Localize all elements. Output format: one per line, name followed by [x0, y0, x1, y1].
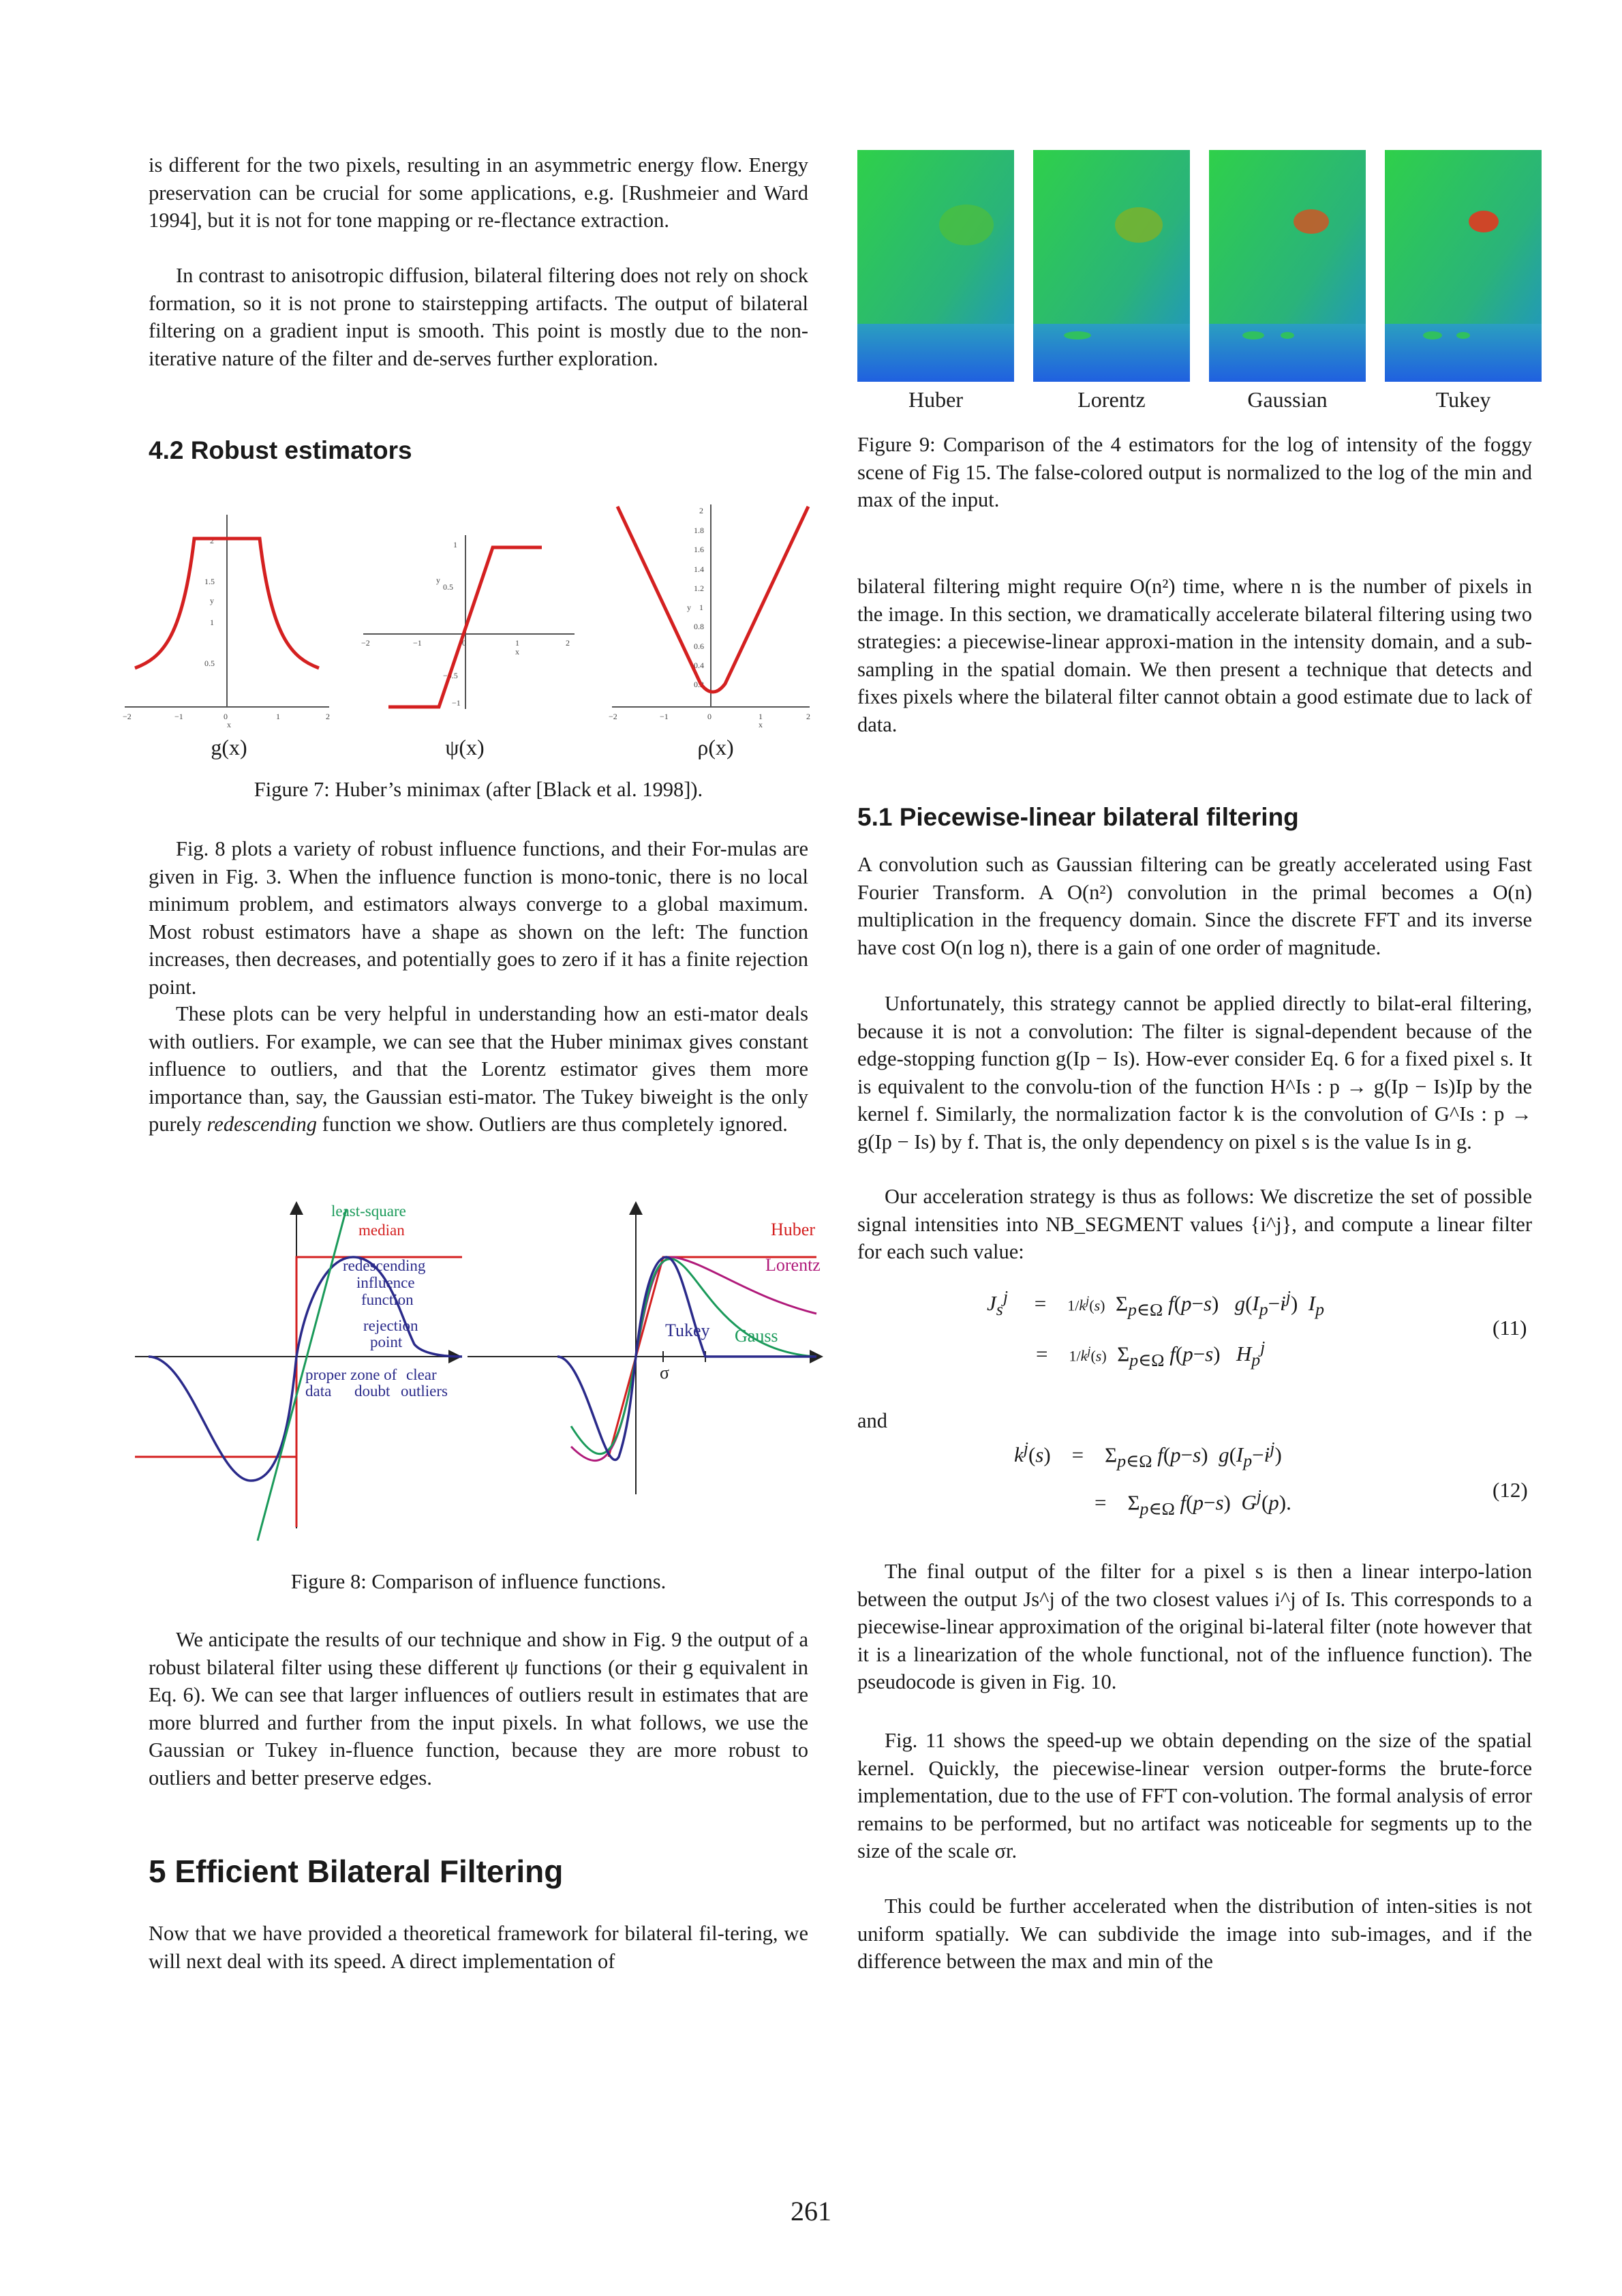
- figure-7-label-psi: ψ(x): [445, 735, 485, 759]
- paragraph-fig11: Fig. 11 shows the speed-up we obtain depending on the size of the spatial kernel. Quickly, the piecewise-linear version outper-forms the brute-force implementation, due to the use of FFT con-volution. The formal analysis of error remains to be performed, but no artifact was noticeable for segments up to the size of the scale σr.: [857, 1729, 1532, 1862]
- paragraph-convolution: A convolution such as Gaussian filtering can be greatly accelerated using Fast Fourier Transform. A O(n²) convolution in the primal becomes a O(n) multiplication in the frequency domain. Since the discrete FFT and its inverse have cost O(n log n), there is a gain of one order of magnitude.: [857, 853, 1532, 959]
- svg-text:−2: −2: [609, 712, 617, 721]
- svg-text:y: y: [210, 596, 214, 605]
- svg-text:1: 1: [210, 618, 214, 627]
- figure-8-plots: [135, 1194, 823, 1549]
- equation-12-line-1: $k^j(s)$ = $\Sigma_{p\in\Omega}$ f(p−s) $g(I_p-i^j)$: [1014, 1438, 1282, 1471]
- svg-text:1: 1: [515, 638, 519, 648]
- svg-text:1: 1: [276, 712, 280, 721]
- fig8-label-proper: proper: [305, 1366, 347, 1383]
- svg-text:0: 0: [224, 712, 228, 721]
- svg-text:−2: −2: [123, 712, 132, 721]
- svg-text:2: 2: [326, 712, 330, 721]
- figure-9-caption: Figure 9: Comparison of the 4 estimators for the log of intensity of the foggy scene of Fig 15. The false-colored output is normalized to the log of the min and max of the input.: [857, 433, 1532, 511]
- fig8-label-clear: clear: [406, 1366, 437, 1383]
- fig8-label-point: point: [370, 1333, 403, 1350]
- figure-9-label-lorentz: Lorentz: [1077, 387, 1146, 412]
- fig8-label-data: data: [305, 1383, 332, 1400]
- figure-9-image-huber: [857, 150, 1014, 382]
- svg-text:1.2: 1.2: [694, 584, 704, 593]
- svg-text:0.2: 0.2: [694, 680, 704, 689]
- svg-text:−0.5: −0.5: [443, 671, 458, 680]
- svg-text:0: 0: [462, 638, 466, 648]
- figure-7-label-g: g(x): [211, 735, 247, 759]
- paragraph-anticipate: We anticipate the results of our technique and show in Fig. 9 the output of a robust bilateral filter using these different ψ functions (or their g equivalent in Eq. 6). We can see that larger influences of outliers result in estimates that are more blurred and further from the input pixels. In what follows, we use the Gaussian or Tukey in-fluence function, because they are more robust to outliers and better preserve edges.: [149, 1628, 808, 1789]
- figure-9-image-lorentz: [1033, 150, 1190, 382]
- svg-text:y: y: [687, 603, 691, 612]
- fig8-label-tukey: Tukey: [665, 1320, 710, 1340]
- svg-text:−1: −1: [660, 712, 669, 721]
- figure-7-plots: [121, 501, 816, 733]
- svg-text:−2: −2: [361, 638, 370, 648]
- svg-text:x: x: [227, 720, 231, 729]
- paragraph-further: This could be further accelerated when the distribution of inten-sities is not uniform spatially. We can subdivide the image into sub-images, and if the difference between the max and min of the: [857, 1894, 1532, 1973]
- fig8-label-least-square: least-square: [331, 1203, 406, 1220]
- fig8-label-redescending: redescending: [343, 1257, 426, 1274]
- section-heading-5-1: 5.1 Piecewise-linear bilateral filtering: [857, 803, 1299, 831]
- figure-9-label-tukey: Tukey: [1435, 387, 1491, 412]
- fig8-label-huber: Huber: [771, 1220, 815, 1239]
- fig8-label-outliers: outliers: [401, 1383, 448, 1400]
- svg-text:1.8: 1.8: [694, 526, 704, 535]
- equation-11-line-2: = $1/k^j(s)$ $\Sigma_{p\in\Omega}$ f(p−s) $H_p^j$: [1036, 1338, 1266, 1370]
- figure-9-label-gaussian: Gaussian: [1247, 387, 1328, 412]
- figure-7-label-rho: ρ(x): [697, 735, 734, 759]
- section-heading-5: 5 Efficient Bilateral Filtering: [149, 1854, 564, 1889]
- svg-text:0.4: 0.4: [694, 661, 704, 670]
- svg-text:−1: −1: [174, 712, 183, 721]
- svg-text:1.5: 1.5: [204, 577, 215, 586]
- paragraph-plots: These plots can be very helpful in understanding how an esti-mator deals with outliers. For example, we can see that the Huber minimax gives constant influence to outliers, and that the Lorentz estimator gives them more importance than, say, the Gaussian esti-mator. The Tukey biweight is the only purely redescending function we show. Outliers are thus completely ignored.: [149, 1002, 808, 1136]
- svg-text:2: 2: [566, 638, 570, 648]
- svg-text:2: 2: [806, 712, 810, 721]
- svg-text:1: 1: [699, 603, 703, 612]
- paragraph-intro: is different for the two pixels, resulting in an asymmetric energy flow. Energy preservation can be crucial for some applications, e.g. [Rushmeier and Ward 1994], but it is not for tone mapping or re-flectance extraction.: [149, 153, 808, 232]
- figure-8-caption: Figure 8: Comparison of influence functions.: [290, 1570, 667, 1593]
- paragraph-contrast: In contrast to anisotropic diffusion, bilateral filtering does not rely on shock formation, so it is not prone to stairstepping artifacts. The output of bilateral filtering on a gradient input is smooth. This point is mostly due to the non-iterative nature of the filter and de-serves further exploration.: [149, 264, 808, 370]
- fig8-label-influence: influence: [356, 1274, 415, 1291]
- svg-text:1: 1: [453, 540, 457, 549]
- fig8-label-rejection: rejection: [363, 1317, 418, 1334]
- paragraph-acceleration: Our acceleration strategy is thus as follows: We discretize the set of possible signal intensities into NB_SEGMENT values {i^j}, and compute a linear filter for each such value:: [857, 1185, 1532, 1263]
- svg-text:y: y: [436, 575, 440, 585]
- fig8-label-median: median: [358, 1222, 405, 1239]
- svg-text:x: x: [515, 647, 519, 656]
- svg-text:x: x: [759, 720, 763, 729]
- svg-text:0: 0: [707, 712, 711, 721]
- figure-9-image-gaussian: [1209, 150, 1366, 382]
- svg-text:1.4: 1.4: [694, 564, 704, 574]
- svg-text:−1: −1: [413, 638, 422, 648]
- figure-9-image-tukey: [1385, 150, 1542, 382]
- svg-text:−1: −1: [452, 698, 461, 708]
- text-and: and: [857, 1409, 888, 1432]
- page-number: 261: [791, 2196, 831, 2226]
- equation-12-number: (12): [1493, 1478, 1528, 1502]
- fig8-label-function: function: [361, 1291, 414, 1308]
- paragraph-unfortunately: Unfortunately, this strategy cannot be applied directly to bilat-eral filtering, because it is not a convolution: The filter is signal-dependent because of the edge-stopping function g(Ip − Is). How-ever consider Eq. 6 for a fixed pixel s. It is equivalent to the convolu-tion of the function H^Is : p → g(Ip − Is)Ip by the kernel f. Similarly, the normalization factor k is the convolution of G^Is : p → g(Ip − Is) by f. That is, the only dependency on pixel s is the value Is in g.: [857, 992, 1532, 1153]
- figure-9-label-huber: Huber: [908, 387, 963, 412]
- paragraph-final-output: The final output of the filter for a pixel s is then a linear interpo-lation between the output Js^j of the two closest values i^j of Is. This corresponds to a piecewise-linear approximation of the original bi-lateral filter (note however that it is a linearization of the whole functional, not of the influence function). The pseudocode is given in Fig. 10.: [857, 1560, 1532, 1693]
- svg-text:2: 2: [210, 536, 214, 545]
- svg-text:1: 1: [759, 712, 763, 721]
- fig8-label-zone: zone of: [350, 1366, 397, 1383]
- equation-11-line-1: $J_s^j$ = $1/k^j(s)$ $\Sigma_{p\in\Omega}$ f(p−s) $g(I_p-i^j)$ $I_p$: [987, 1287, 1325, 1320]
- paragraph-bilateral-cost: bilateral filtering might require O(n²) time, where n is the number of pixels in the image. In this section, we dramatically accelerate bilateral filtering using two strategies: a piecewise-linear approxi-mation in the intensity domain, and a sub-sampling in the spatial domain. We then present a technique that detects and fixes pixels where the bilateral filter cannot obtain a good estimate due to lack of data.: [857, 575, 1532, 736]
- figure-7-caption: Figure 7: Huber’s minimax (after [Black et al. 1998]).: [254, 778, 703, 801]
- fig8-label-gauss: Gauss: [735, 1326, 778, 1346]
- fig8-label-sigma: σ: [660, 1363, 670, 1383]
- svg-text:1.6: 1.6: [694, 545, 704, 554]
- section-heading-4-2: 4.2 Robust estimators: [149, 436, 412, 464]
- equation-12-line-2: = $\Sigma_{p\in\Omega}$ f(p−s) $G^j(p)$.: [1095, 1486, 1291, 1519]
- svg-text:0.5: 0.5: [204, 659, 215, 668]
- equation-11-number: (11): [1493, 1316, 1527, 1340]
- fig8-label-lorentz: Lorentz: [765, 1255, 821, 1275]
- svg-text:2: 2: [699, 506, 703, 515]
- svg-text:0.5: 0.5: [443, 582, 453, 592]
- fig8-label-doubt: doubt: [354, 1383, 391, 1400]
- paragraph-sec5-intro: Now that we have provided a theoretical framework for bilateral fil-tering, we will next deal with its speed. A direct implementation of: [149, 1922, 808, 1973]
- svg-text:0.8: 0.8: [694, 622, 704, 631]
- paragraph-fig8-intro: Fig. 8 plots a variety of robust influence functions, and their For-mulas are given in Fig. 3. When the influence function is mono-tonic, there is no local minimum problem, and estimators always converge to a global maximum. Most robust estimators have a shape as shown on the left: The function increases, then decreases, and potentially goes to zero if it has a finite rejection point.: [149, 837, 808, 999]
- svg-text:0.6: 0.6: [694, 641, 704, 651]
